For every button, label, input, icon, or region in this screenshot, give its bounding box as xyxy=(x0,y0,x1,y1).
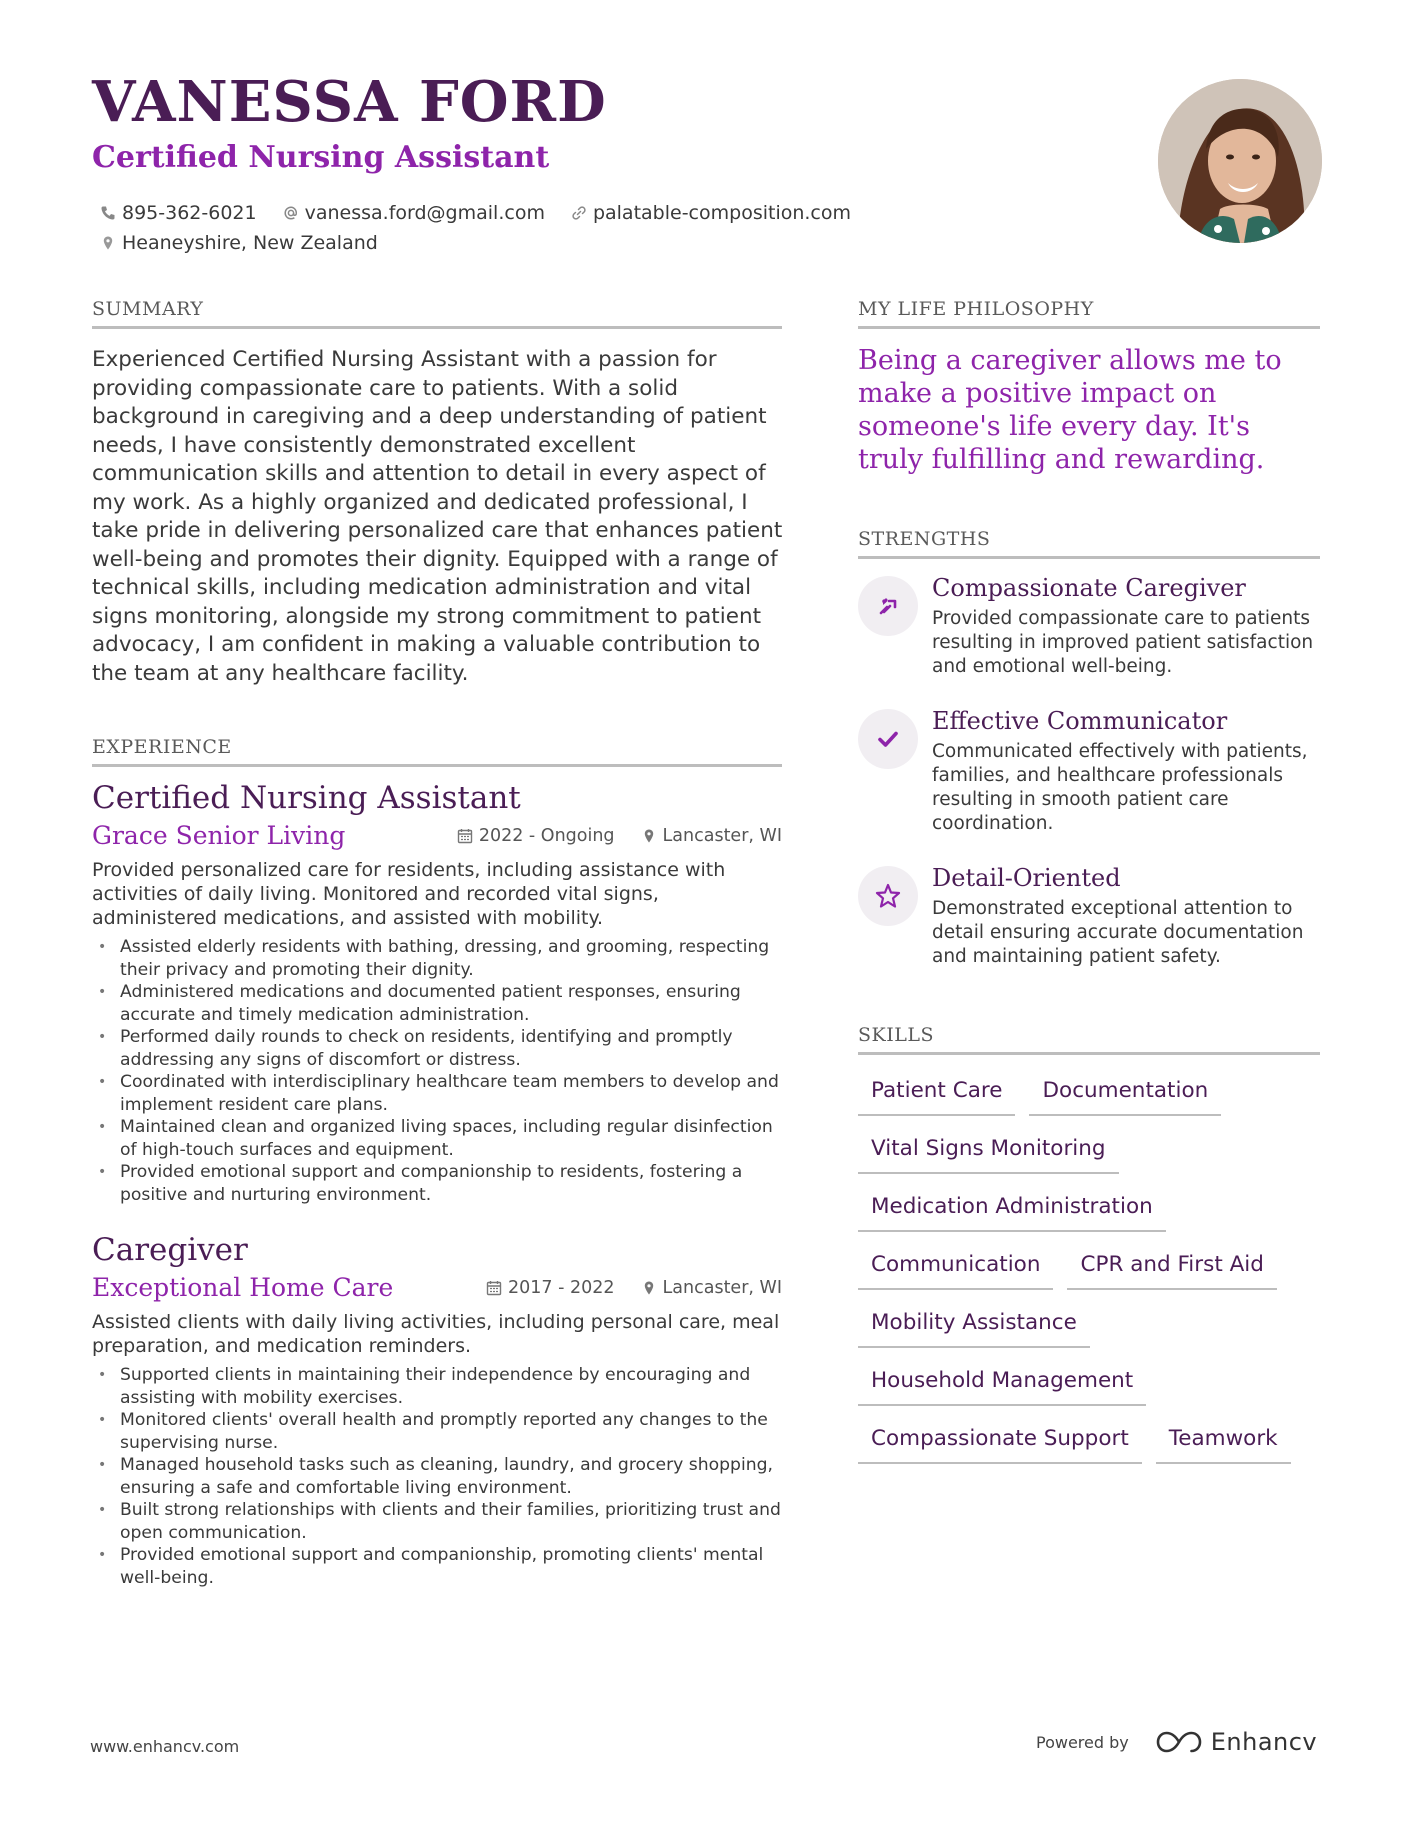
job-location-text: Lancaster, WI xyxy=(662,825,782,846)
website-text: palatable-composition.com xyxy=(592,202,852,224)
job-bullets xyxy=(92,1364,782,1589)
avatar xyxy=(1158,79,1322,243)
job-dates xyxy=(486,1278,615,1298)
contact-website xyxy=(571,202,851,224)
company-name: Grace Senior Living xyxy=(92,821,346,851)
strength-item xyxy=(858,864,1320,969)
list-item: • Administered medications and documented patient responses, ensuring accurate and timely medication administration. xyxy=(92,981,782,1026)
link-icon xyxy=(571,205,587,221)
skills-list xyxy=(858,1072,1328,1478)
skill-tag: Patient Care xyxy=(858,1072,1015,1116)
contact-info xyxy=(100,198,920,258)
strength-description: Demonstrated exceptional attention to detail ensuring accurate documentation and maintaining patient safety. xyxy=(932,897,1304,967)
strength-item xyxy=(858,707,1320,836)
skill-tag: Compassionate Support xyxy=(858,1420,1142,1464)
list-item: • Coordinated with interdisciplinary healthcare team members to develop and implement resident care plans. xyxy=(92,1071,782,1116)
phone-icon xyxy=(100,205,116,221)
job-location-text: Lancaster, WI xyxy=(662,1277,782,1298)
strength-title: Compassionate Caregiver xyxy=(932,574,1246,602)
calendar-icon xyxy=(486,1280,502,1296)
calendar-icon xyxy=(457,828,473,844)
job-dates-text: 2017 - 2022 xyxy=(508,1277,615,1298)
portrait-photo xyxy=(1158,79,1322,243)
strength-description: Provided compassionate care to patients resulting in improved patient satisfaction and emotional well-being. xyxy=(932,607,1314,677)
job-description: Assisted clients with daily living activities, including personal care, meal preparation, and medication reminders. xyxy=(92,1311,780,1358)
summary-text: Experienced Certified Nursing Assistant with a passion for providing compassionate care to patients. With a solid background in caregiving and a deep understanding of patient needs, I have consistently demonstrated excellent communication skills and attention to detail in every aspect of my work. As a highly organized and dedicated professional, I take pride in delivering personalized care that enhances patient well-being and promotes their dignity. Equipped with a range of technical skills, including medication administration and vital signs monitoring, alongside my strong commitment to patient advocacy, I am confident in making a valuable contribution to the team at any healthcare facility. xyxy=(92,347,783,686)
job-dates xyxy=(457,826,615,846)
company-name: Exceptional Home Care xyxy=(92,1273,394,1303)
strength-title: Detail-Oriented xyxy=(932,864,1121,892)
summary-heading: SUMMARY xyxy=(92,298,782,329)
philosophy-text: Being a caregiver allows me to make a positive impact on someone's life every day. It's truly fulfilling and rewarding. xyxy=(858,345,1282,475)
skills-heading: SKILLS xyxy=(858,1024,1320,1055)
location-pin-icon xyxy=(641,828,657,844)
strength-title: Effective Communicator xyxy=(932,707,1228,735)
list-item: • Provided emotional support and companionship, promoting clients' mental well-being. xyxy=(92,1544,782,1589)
location-text: Heaneyshire, New Zealand xyxy=(122,232,378,254)
at-icon xyxy=(283,205,299,221)
list-item: • Provided emotional support and companionship to residents, fostering a positive and nurturing environment. xyxy=(92,1161,782,1206)
list-item: • Managed household tasks such as cleaning, laundry, and grocery shopping, ensuring a safe and comfortable living environment. xyxy=(92,1454,782,1499)
candidate-title: Certified Nursing Assistant xyxy=(92,140,550,175)
contact-email xyxy=(283,202,545,224)
skill-tag: CPR and First Aid xyxy=(1067,1246,1276,1290)
star-icon xyxy=(858,866,918,926)
candidate-name: VANESSA FORD xyxy=(92,69,607,135)
job-description: Provided personalized care for residents, including assistance with activities of daily living. Monitored and recorded vital signs, administered medications, and assisted with mobility. xyxy=(92,859,726,930)
email-text: vanessa.ford@gmail.com xyxy=(304,202,545,224)
strengths-heading: STRENGTHS xyxy=(858,528,1320,559)
footer-site-link[interactable]: www.enhancv.com xyxy=(90,1737,240,1756)
phone-text: 895-362-6021 xyxy=(122,202,257,224)
job-entry xyxy=(92,780,782,1206)
job-bullets xyxy=(92,936,782,1206)
job-location xyxy=(641,1278,782,1298)
list-item: • Monitored clients' overall health and promptly reported any changes to the supervising nurse. xyxy=(92,1409,782,1454)
philosophy-heading: MY LIFE PHILOSOPHY xyxy=(858,298,1320,329)
skill-tag: Communication xyxy=(858,1246,1053,1290)
job-dates-text: 2022 - Ongoing xyxy=(478,825,615,846)
powered-by-label: Powered by xyxy=(1036,1732,1129,1752)
location-pin-icon xyxy=(100,235,116,251)
hand-heart-icon xyxy=(858,576,918,636)
check-icon xyxy=(858,709,918,769)
strength-item xyxy=(858,574,1320,679)
list-item: • Built strong relationships with clients and their families, prioritizing trust and open communication. xyxy=(92,1499,782,1544)
enhancv-logo-icon xyxy=(1155,1729,1203,1755)
list-item: • Assisted elderly residents with bathing, dressing, and grooming, respecting their privacy and promoting their dignity. xyxy=(92,936,782,981)
skill-tag: Medication Administration xyxy=(858,1188,1166,1232)
list-item: • Maintained clean and organized living spaces, including regular disinfection of high-touch surfaces and equipment. xyxy=(92,1116,782,1161)
job-entry xyxy=(92,1232,782,1589)
skill-tag: Documentation xyxy=(1029,1072,1221,1116)
contact-phone xyxy=(100,202,257,224)
job-title: Caregiver xyxy=(92,1232,248,1268)
brand-name: Enhancv xyxy=(1210,1728,1318,1756)
strength-description: Communicated effectively with patients, families, and healthcare professionals resulting in smooth patient care coordination. xyxy=(932,740,1308,834)
contact-location xyxy=(100,232,378,254)
skill-tag: Vital Signs Monitoring xyxy=(858,1130,1119,1174)
skill-tag: Mobility Assistance xyxy=(858,1304,1090,1348)
job-location xyxy=(641,826,782,846)
footer-branding xyxy=(1036,1728,1317,1756)
location-pin-icon xyxy=(641,1280,657,1296)
skill-tag: Teamwork xyxy=(1156,1420,1291,1464)
list-item: • Supported clients in maintaining their independence by encouraging and assisting with mobility exercises. xyxy=(92,1364,782,1409)
job-title: Certified Nursing Assistant xyxy=(92,780,521,816)
experience-heading: EXPERIENCE xyxy=(92,736,782,767)
skill-tag: Household Management xyxy=(858,1362,1146,1406)
list-item: • Performed daily rounds to check on residents, identifying and promptly addressing any signs of discomfort or distress. xyxy=(92,1026,782,1071)
